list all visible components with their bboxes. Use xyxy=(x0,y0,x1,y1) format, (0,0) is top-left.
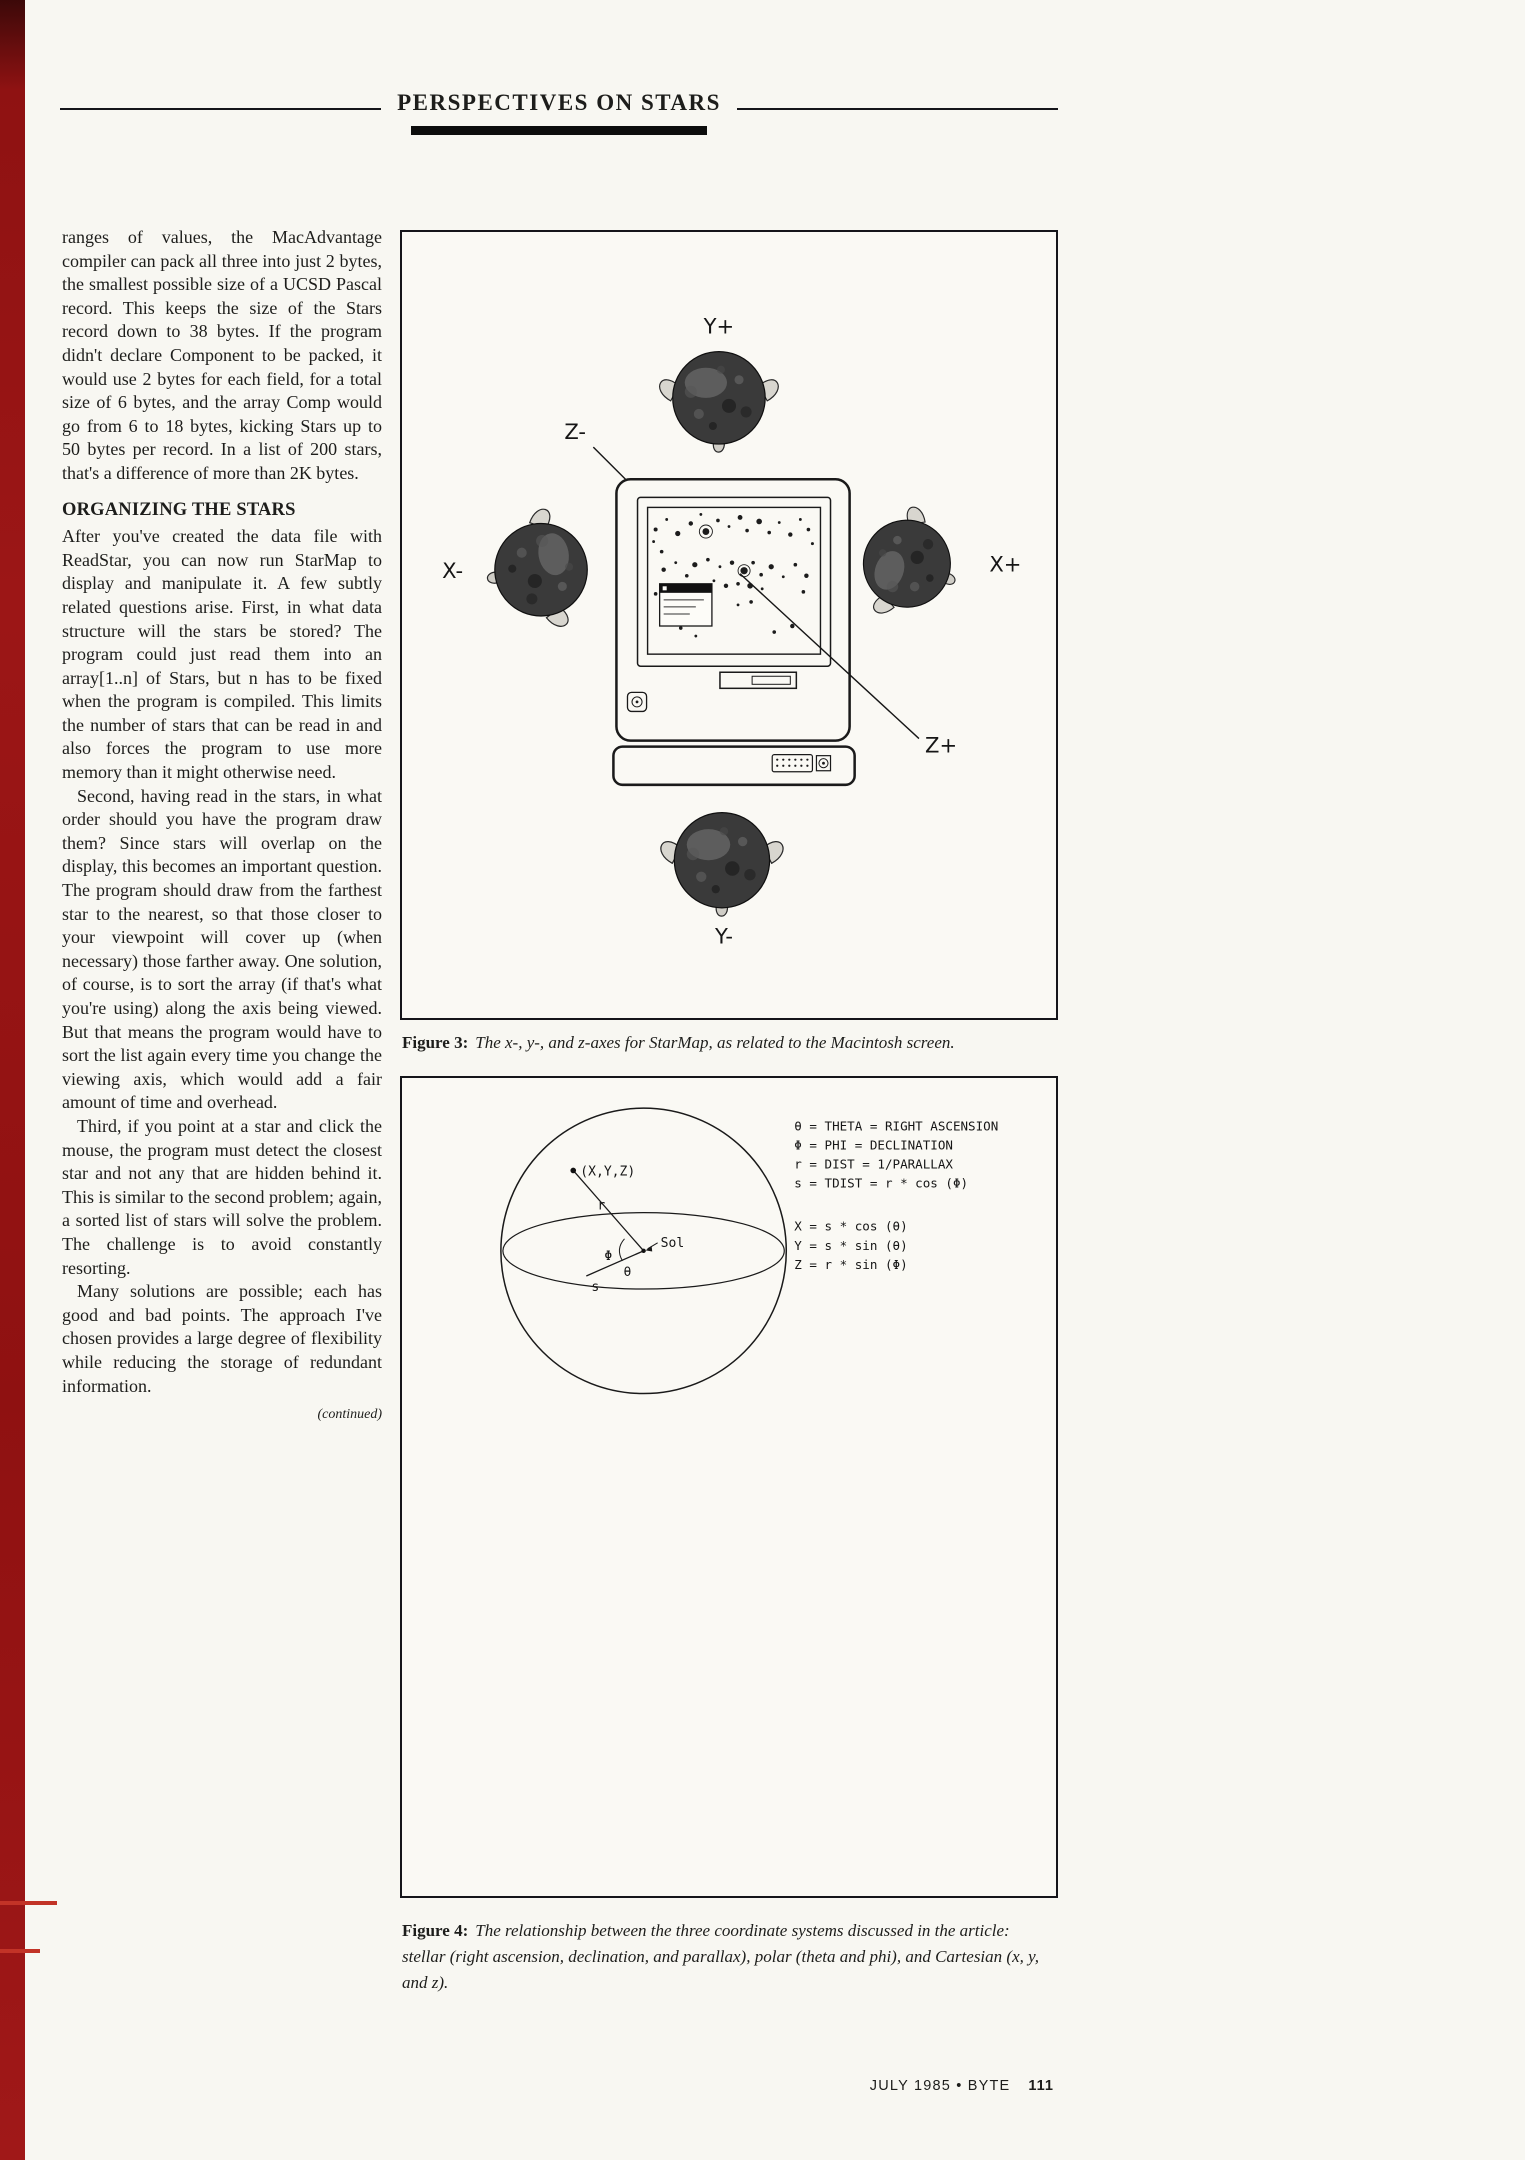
body-paragraph: ranges of values, the MacAdvantage compiler can pack all three into just 2 bytes, the smallest possible size of a UCSD Pascal record. This keeps the size of the Stars record down to 38 bytes. If the program didn't declare Component to be packed, it would use 2 bytes for each field, for a total size of 6 bytes, and the array Comp would go from 6 to 18 bytes, kicking Stars up to 50 bytes per record. In a list of 200 stars, that's a difference of more than 2K bytes. xyxy=(62,227,382,483)
body-paragraph: Third, if you point at a star and click the mouse, the program must detect the closest star and not any that are hidden behind it. This is similar to the second problem; again, a sorted list of stars will solve the problem. The challenge is to avoid constantly resorting. xyxy=(62,1115,382,1278)
masthead xyxy=(60,90,1058,135)
equation-line: r = DIST = 1/PARALLAX xyxy=(794,1156,953,1172)
figure4-box xyxy=(400,1076,1058,1898)
axis-label-y-minus: Y- xyxy=(714,923,733,949)
r-line xyxy=(573,1170,643,1250)
page-edge-color-strip xyxy=(0,0,25,2160)
label-sol: Sol xyxy=(660,1235,685,1251)
sol-arrowhead xyxy=(646,1246,653,1252)
body-paragraph: Second, having read in the stars, in what order should you have the program draw them? Since stars will overlap on the display, this becomes an important question. The program should draw from the farthest star to the nearest, so that those closer to your viewpoint will cover up (when necessary) those farther away. One solution, of course, is to sort the array (if that's what you're using) along the axis being viewed. But that means the program would have to sort the list again every time you change the viewing axis, which would add a fair amount of time and overhead. xyxy=(62,785,382,1113)
globe-y-plus xyxy=(660,352,779,453)
equation-conversions xyxy=(794,1219,907,1272)
equation-line: s = TDIST = r * cos (Φ) xyxy=(794,1175,969,1191)
base-detail xyxy=(772,755,830,772)
axis-label-z-plus: Z+ xyxy=(924,732,958,758)
mac-base xyxy=(613,747,854,785)
globe-y-minus xyxy=(661,813,783,917)
figure3-box xyxy=(400,230,1058,1020)
equation-line: Y = s * sin (θ) xyxy=(794,1237,908,1253)
body-paragraph: After you've created the data file with ReadStar, you can now run StarMap to display and manipulate it. A few subtly related questions arise. First, in what data structure will the stars be stored? The program could just read them into an array[1..n] of Stars, but n has to be fixed when the program is compiled. This limits the number of stars that can be read in and also forces the program to use more memory than it might otherwise need. xyxy=(62,526,382,783)
label-r: r xyxy=(597,1198,606,1214)
header-thick-bar xyxy=(411,126,707,135)
figure3-caption-label: Figure 3: xyxy=(402,1033,469,1052)
axis-label-x-plus: X+ xyxy=(989,551,1022,577)
figure3-diagram xyxy=(402,232,1056,1018)
page-title: PERSPECTIVES ON STARS xyxy=(397,90,721,115)
macintosh-computer xyxy=(613,479,854,785)
header-rule-left xyxy=(60,108,381,110)
header-rule-right xyxy=(737,108,1058,110)
screen-window xyxy=(660,584,712,626)
label-theta: θ xyxy=(623,1264,632,1280)
globe-x-plus xyxy=(847,496,974,633)
xyz-point xyxy=(570,1168,576,1174)
equation-line: X = s * cos (θ) xyxy=(794,1218,908,1234)
globe-x-minus xyxy=(477,503,597,637)
footer-page-number: 111 xyxy=(1028,2078,1054,2094)
axis-label-y-plus: Y+ xyxy=(703,313,735,339)
section-heading: ORGANIZING THE STARS xyxy=(62,499,296,520)
figure3-caption xyxy=(402,1030,1054,1056)
s-line xyxy=(586,1248,643,1276)
figure4-diagram xyxy=(402,1078,1056,1896)
equation-line: Z = r * sin (Φ) xyxy=(794,1256,908,1272)
axis-label-x-minus: X- xyxy=(442,557,464,583)
celestial-sphere xyxy=(501,1108,786,1393)
red-registration-mark xyxy=(0,1949,40,1953)
label-xyz: (X,Y,Z) xyxy=(580,1164,636,1180)
equation-definitions xyxy=(794,1118,998,1190)
label-phi: Φ xyxy=(604,1248,613,1264)
continued-note: (continued) xyxy=(317,1407,382,1423)
label-s: s xyxy=(591,1280,600,1296)
red-registration-mark xyxy=(0,1901,57,1905)
body-paragraph: Many solutions are possible; each has good and bad points. The approach I've chosen provides a large degree of flexibility while reducing the storage of redundant information. xyxy=(62,1281,382,1396)
article-text-column xyxy=(62,226,382,1427)
equation-line: θ = THETA = RIGHT ASCENSION xyxy=(794,1118,999,1134)
sol-point xyxy=(641,1249,645,1253)
phi-angle-arc xyxy=(619,1239,624,1261)
figure4-caption-label: Figure 4: xyxy=(402,1921,469,1940)
page-footer xyxy=(60,2078,1054,2094)
equation-line: Φ = PHI = DECLINATION xyxy=(794,1137,953,1153)
figure3-caption-text: The x-, y-, and z-axes for StarMap, as related to the Macintosh screen. xyxy=(475,1033,955,1052)
axis-label-z-minus: Z- xyxy=(564,419,587,445)
footer-issue: JULY 1985 • BYTE xyxy=(869,2078,1011,2094)
figure4-caption xyxy=(402,1918,1054,1996)
figure4-caption-text: The relationship between the three coordinate systems discussed in the article: stellar (right ascension, declination, and parallax), polar (theta and phi), and Cartesian (x, y, and z). xyxy=(402,1921,1039,1992)
